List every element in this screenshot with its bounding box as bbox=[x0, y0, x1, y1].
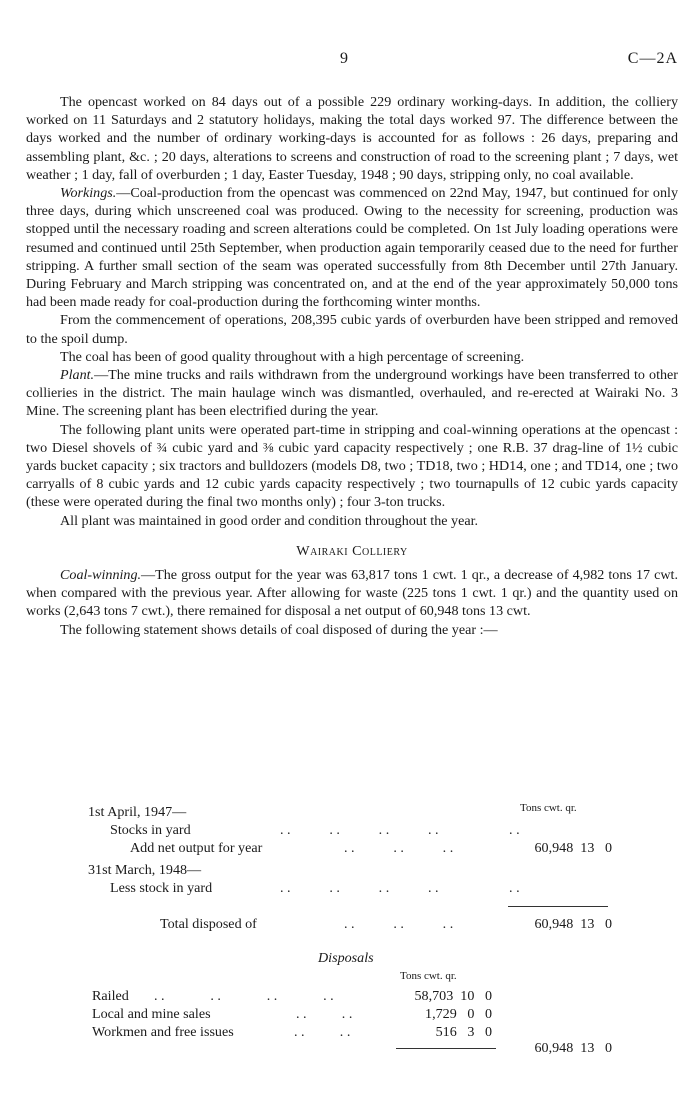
column-header: Tons cwt. qr. bbox=[520, 802, 577, 814]
disposals-heading: Disposals bbox=[318, 950, 374, 966]
statement-total-label: Total disposed of bbox=[160, 916, 257, 932]
paragraph-text: —The mine trucks and rails withdrawn from the underground workings have been transferred to other collieries in the district. The main haulage winch was dismantled, overhauled, and re-erected at Wairaki No. 3 Mine. The screening plant has been electrified during the year. bbox=[26, 367, 678, 420]
paragraph: The opencast worked on 84 days out of a possible 229 ordinary working-days. In addition, the colliery worked on 11 Saturdays and 2 statutory holidays, making the total days worked 97. The difference between the days worked and the number of ordinary working-days is accounted for as follows : 26 days, preparing and assembling plant, &c. ; 20 days, alterations to screens and construction of road to the screening plant ; 7 days, wet weather ; 1 day, fall of overburden ; 1 day, Easter Tuesday, 1948 ; 90 days, stripping only, no coal available. bbox=[26, 94, 678, 183]
disposal-value: 58,703 10 0 bbox=[414, 988, 492, 1004]
paragraph: The following plant units were operated part-time in stripping and coal-winning operations at the opencast : two Diesel shovels of ¾ cubic yard and ⅜ cubic yard capacity respectively ; one R.B. 37 drag-line of 1½ cubic yards bucket capacity ; six tractors and bulldozers (models D8, two ; TD18, two ; HD14, one ; and TD14, one ; two carryalls of 8 cubic yards and 12 cubic yards capacity respectively ; two tournapulls of 12 cubic yards capacity (these were operated during the final two months only) ; four 3-ton trucks. bbox=[26, 421, 678, 511]
section-heading: Wairaki Colliery bbox=[296, 542, 408, 559]
paragraph: The following statement shows details of coal disposed of during the year :— bbox=[60, 621, 498, 638]
sum-rule bbox=[396, 1048, 496, 1049]
paragraph: The coal has been of good quality throughout with a high percentage of screening. bbox=[60, 348, 525, 365]
paragraph-lead: Plant. bbox=[60, 367, 95, 384]
statement-label: Add net output for year bbox=[130, 840, 263, 856]
paragraph: From the commencement of operations, 208,395 cubic yards of overburden have been stripped and removed to the spoil dump. bbox=[26, 312, 678, 347]
dot-leader: . . . . . . . . bbox=[154, 988, 334, 1004]
disposal-label: Workmen and free issues bbox=[92, 1024, 234, 1040]
dot-leader: . . . . . . bbox=[344, 840, 454, 856]
coal-statement bbox=[26, 800, 678, 1120]
disposal-label: Railed bbox=[92, 988, 129, 1004]
document-code: C—2A bbox=[627, 50, 678, 67]
paragraph-lead: Workings. bbox=[60, 185, 117, 202]
paragraph bbox=[26, 366, 678, 421]
paragraph-text: —The gross output for the year was 63,817 tons 1 cwt. 1 qr., a decrease of 4,982 tons 17 cwt. when compared with the previous year. After allowing for waste (225 tons 1 cwt. 1 qr.) and the quantity used on works (2,643 tons 7 cwt.), there remained for disposal a net output of 60,948 tons 13 cwt. bbox=[26, 567, 678, 620]
statement-total-value: 60,948 13 0 bbox=[534, 916, 612, 932]
paragraph bbox=[26, 566, 678, 621]
paragraph-lead: Coal-winning. bbox=[60, 567, 142, 584]
disposal-value: 1,729 0 0 bbox=[425, 1006, 492, 1022]
paragraph-text: —Coal-production from the opencast was commenced on 22nd May, 1947, but continued for only three days, during which unscreened coal was produced. Owing to the necessity for screening, production was stopped until the necessary roading and screen alterations could be completed. On 1st July loading operations were resumed and continued until 25th September, when production again temporarily ceased due to the need for further stripping. A further small section of the seam was operated successfully from 8th December until 27th January. During February and March stripping was concentrated on, and at the end of the year approximately 50,000 tons had been made ready for coal-production during the forthcoming winter months. bbox=[26, 185, 678, 311]
statement-date: 31st March, 1948— bbox=[88, 862, 202, 878]
paragraph bbox=[26, 184, 678, 311]
body-text bbox=[26, 93, 678, 639]
page-number: 9 bbox=[340, 50, 348, 67]
statement-label: Stocks in yard bbox=[110, 822, 191, 838]
disposal-value: 516 3 0 bbox=[435, 1024, 492, 1040]
dot-leader: . . . . . . . . . . bbox=[280, 880, 520, 896]
disposals-total-value: 60,948 13 0 bbox=[534, 1040, 612, 1056]
column-header: Tons cwt. qr. bbox=[400, 970, 457, 982]
disposal-label: Local and mine sales bbox=[92, 1006, 211, 1022]
sum-rule bbox=[508, 906, 608, 907]
dot-leader: . . . . . . . . . . bbox=[280, 822, 520, 838]
paragraph: All plant was maintained in good order and condition throughout the year. bbox=[60, 512, 479, 529]
dot-leader: . . . . bbox=[296, 1006, 353, 1022]
dot-leader: . . . . . . bbox=[344, 916, 454, 932]
dot-leader: . . . . bbox=[294, 1024, 351, 1040]
statement-date: 1st April, 1947— bbox=[88, 804, 187, 820]
statement-label: Less stock in yard bbox=[110, 880, 213, 896]
statement-value: 60,948 13 0 bbox=[534, 840, 612, 856]
